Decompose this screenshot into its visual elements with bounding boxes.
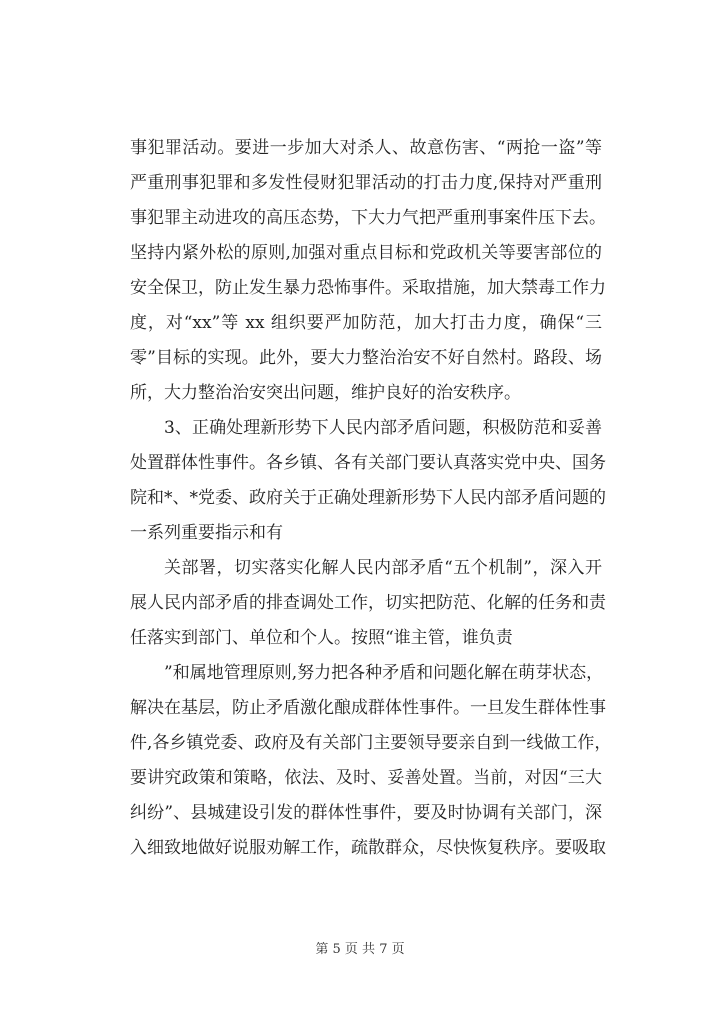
text-line: ”和属地管理原则,努力把各种矛盾和问题化解在萌芽状态， xyxy=(164,663,604,683)
text-line: 院和*、*党委、政府关于正确处理新形势下人民内部矛盾问题的 xyxy=(130,488,606,508)
text-line: 一系列重要指示和有 xyxy=(130,523,283,543)
text-line: 零”目标的实现。此外，要大力整治治安不好自然村。路段、场 xyxy=(130,348,602,368)
text-line: 事犯罪活动。要进一步加大对杀人、故意伤害、“两抢一盗”等 xyxy=(130,138,602,158)
text-line: 任落实到部门、单位和个人。按照“谁主管，谁负责 xyxy=(130,628,513,648)
text-line: 要讲究政策和策略，依法、及时、妥善处置。当前，对因“三大 xyxy=(130,768,602,788)
text-line: 件,各乡镇党委、政府及有关部门主要领导要亲自到一线做工作， xyxy=(130,733,612,753)
text-line: 关部署，切实落实化解人民内部矛盾“五个机制”，深入开 xyxy=(164,558,602,578)
text-line: 事犯罪主动进攻的高压态势，下大力气把严重刑事案件压下去。 xyxy=(130,208,606,228)
text-line: 处置群体性事件。各乡镇、各有关部门要认真落实党中央、国务 xyxy=(130,453,606,473)
page-footer: 第 5 页 共 7 页 xyxy=(315,942,405,957)
text-line: 解决在基层，防止矛盾激化酿成群体性事件。一旦发生群体性事 xyxy=(130,698,606,718)
text-line: 度，对“xx”等 xx 组织要严加防范，加大打击力度，确保“三 xyxy=(130,313,602,333)
text-line: 入细致地做好说服劝解工作，疏散群众，尽快恢复秩序。要吸取 xyxy=(130,838,606,858)
text-line: 3、正确处理新形势下人民内部矛盾问题，积极防范和妥善 xyxy=(164,418,602,438)
text-line: 坚持内紧外松的原则,加强对重点目标和党政机关等要害部位的 xyxy=(130,243,602,263)
text-line: 安全保卫，防止发生暴力恐怖事件。采取措施，加大禁毒工作力 xyxy=(130,278,606,298)
text-line: 严重刑事犯罪和多发性侵财犯罪活动的打击力度,保持对严重刑 xyxy=(130,173,602,193)
text-line: 所，大力整治治安突出问题，维护良好的治安秩序。 xyxy=(130,383,521,403)
text-line: 展人民内部矛盾的排查调处工作，切实把防范、化解的任务和责 xyxy=(130,593,606,613)
text-line: 纠纷”、县城建设引发的群体性事件，要及时协调有关部门，深 xyxy=(130,803,602,823)
